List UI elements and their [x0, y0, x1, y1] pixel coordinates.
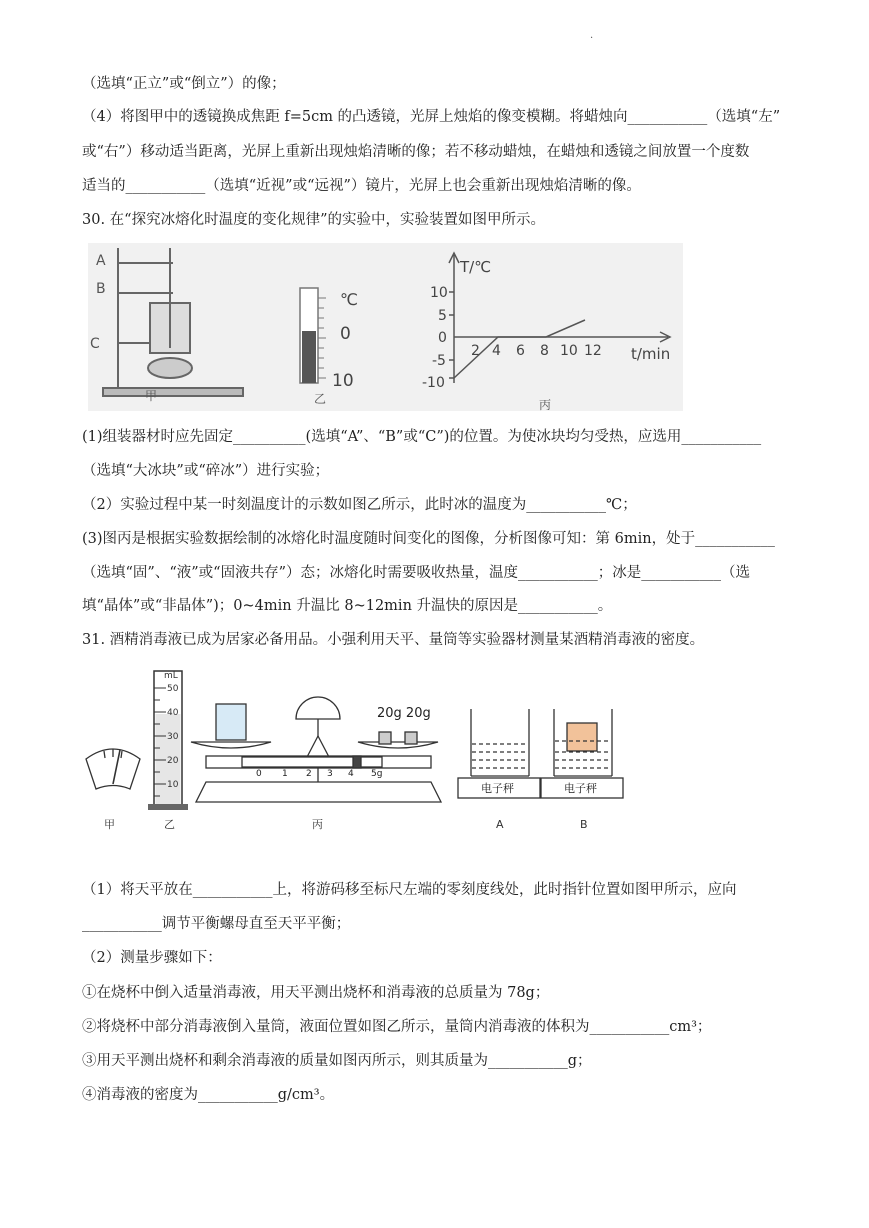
question-31-title: 31. 酒精消毒液已成为居家必备用品。小强利用天平、量筒等实验器材测量某酒精消毒液的密度。	[82, 632, 705, 648]
weights-label: 20g 20g	[377, 706, 431, 721]
graph-y-tick: -5	[432, 353, 446, 369]
text-line-q31-1b: ___________调节平衡螺母直至天平平衡；	[82, 916, 351, 932]
graph-y-tick: -10	[422, 375, 445, 391]
rule-tick: 0	[256, 769, 262, 779]
scale-b-label: 电子秤	[564, 782, 597, 795]
page-header-dot: .	[590, 30, 594, 41]
text-line-q31-step1: ①在烧杯中倒入适量消毒液，用天平测出烧杯和消毒液的总质量为 78g；	[82, 985, 550, 1001]
text-line-q30-3c: 填“晶体”或“非晶体”)；0~4min 升温比 8~12min 升温快的原因是___________。	[82, 598, 613, 614]
rule-tick: 3	[327, 769, 333, 779]
text-line-q30-1b: （选填“大冰块”或“碎冰”）进行实验；	[82, 463, 330, 479]
text-line-q31-step3: ③用天平测出烧杯和剩余消毒液的质量如图丙所示，则其质量为___________g；	[82, 1053, 592, 1069]
graph-x-tick: 8	[540, 343, 549, 359]
text-line-q30-1a: (1)组装器材时应先固定__________(选填“A”、“B”或“C”)的位置。为使冰块均匀受热，应选用___________	[82, 429, 762, 445]
graph-y-axis-label: T/℃	[460, 258, 492, 276]
rule-tick: 5g	[371, 769, 383, 779]
text-line-1: （选填“正立”或“倒立”）的像；	[82, 76, 286, 92]
cylinder-tick: 20	[167, 756, 179, 766]
text-line-q31-2: （2）测量步骤如下：	[82, 950, 222, 966]
rule-tick: 1	[282, 769, 288, 779]
graph-x-axis-label: t/min	[631, 345, 671, 363]
figure-31-caption-bing: 丙	[312, 818, 323, 831]
thermometer-tick-10: 10	[332, 371, 354, 391]
graph-x-tick: 2	[471, 343, 480, 359]
cylinder-tick: 40	[167, 708, 179, 718]
figure-30-caption-jia: 甲	[145, 389, 158, 403]
figure-30-label-c: C	[90, 336, 100, 352]
thermometer-unit: ℃	[340, 290, 358, 309]
graph-x-tick: 6	[516, 343, 525, 359]
graph-x-tick: 4	[492, 343, 501, 359]
cylinder-tick: 10	[167, 780, 179, 790]
figure-30-label-a: A	[96, 253, 106, 269]
figure-30-label-b: B	[96, 281, 106, 297]
text-line-q31-1a: （1）将天平放在___________上，将游码移至标尺左端的零刻度线处，此时指针位置如图甲所示，应向	[82, 882, 737, 898]
graph-x-tick: 10	[560, 343, 578, 359]
thermometer-tick-0: 0	[340, 324, 351, 344]
figure-31-caption-b: B	[580, 818, 588, 831]
figure-31	[76, 664, 626, 836]
text-line-2: （4）将图甲中的透镜换成焦距 f=5cm 的凸透镜，光屏上烛焰的像变模糊。将蜡烛向___________（选填“左”	[82, 109, 781, 125]
text-line-4: 适当的___________（选填“近视”或“远视”）镜片，光屏上也会重新出现烛焰清晰的像。	[82, 178, 641, 194]
rule-tick: 4	[348, 769, 354, 779]
scale-a-label: 电子秤	[481, 782, 514, 795]
cylinder-tick: 50	[167, 684, 179, 694]
graph-y-tick: 10	[430, 285, 448, 301]
text-line-q30-2: （2）实验过程中某一时刻温度计的示数如图乙所示，此时冰的温度为___________℃；	[82, 497, 637, 513]
text-line-q30-3b: （选填“固”、“液”或“固液共存”）态；冰熔化时需要吸收热量，温度___________；冰是___________（选	[82, 565, 750, 581]
figure-31-caption-yi: 乙	[164, 818, 175, 831]
figure-30-caption-bing: 丙	[539, 398, 552, 411]
graph-y-tick: 5	[438, 308, 447, 324]
figure-30-caption-yi: 乙	[314, 392, 327, 406]
figure-30	[88, 243, 683, 411]
text-line-3: 或“右”）移动适当距离，光屏上重新出现烛焰清晰的像；若不移动蜡烛，在蜡烛和透镜之间放置一个度数	[82, 144, 750, 160]
question-30-title: 30. 在“探究冰熔化时温度的变化规律”的实验中，实验装置如图甲所示。	[82, 212, 545, 228]
cylinder-tick: 30	[167, 732, 179, 742]
figure-31-caption-jia: 甲	[104, 818, 115, 831]
graph-y-tick: 0	[438, 330, 447, 346]
graph-x-tick: 12	[584, 343, 602, 359]
text-line-q31-step4: ④消毒液的密度为___________g/cm³。	[82, 1087, 335, 1103]
figure-31-caption-a: A	[496, 818, 504, 831]
text-line-q30-3a: (3)图丙是根据实验数据绘制的冰熔化时温度随时间变化的图像，分析图像可知：第 6min，处于___________	[82, 531, 775, 547]
text-line-q31-step2: ②将烧杯中部分消毒液倒入量筒，液面位置如图乙所示，量筒内消毒液的体积为___________cm³；	[82, 1019, 712, 1035]
balance-pointer-dial	[86, 749, 140, 789]
rule-tick: 2	[306, 769, 312, 779]
cylinder-unit: mL	[164, 671, 178, 681]
